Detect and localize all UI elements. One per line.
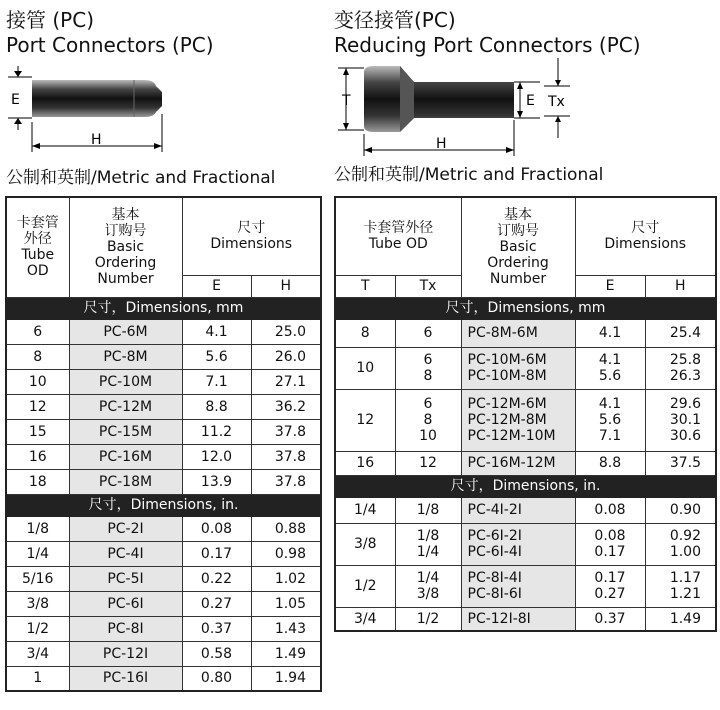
left-dim-e: E xyxy=(11,92,20,108)
right-dim-tx: Tx xyxy=(548,94,565,110)
right-subtitle xyxy=(334,160,603,185)
table-row: 3/8 1/8 1/4 PC-6I-2I PC-6I-4I 0.08 0.17 0.92 1.00 xyxy=(335,523,716,565)
port-connector-diagram xyxy=(4,66,194,156)
right-title-en: Reducing Port Connectors (PC) xyxy=(334,33,641,57)
left-subtitle-cn: 公制和英制 xyxy=(6,168,91,188)
table-row: 3/4 PC-12I 0.58 1.49 xyxy=(6,641,321,666)
left-dim-h: H xyxy=(91,132,102,148)
table-row: 16 12 PC-16M-12M 8.8 37.5 xyxy=(335,451,716,475)
left-title-pc: (PC) xyxy=(52,8,94,32)
right-table xyxy=(334,196,717,632)
right-title-cn: 变径接管 xyxy=(334,8,414,32)
table-row: 5/16 PC-5I 0.22 1.02 xyxy=(6,566,321,591)
right-dim-h: H xyxy=(436,136,447,152)
left-table xyxy=(5,196,322,692)
left-head-tube-od: 卡套管 外径 Tube OD xyxy=(6,197,69,297)
right-band-mm: 尺寸，Dimensions, mm xyxy=(335,297,716,319)
right-subtitle-en: /Metric and Fractional xyxy=(419,165,604,185)
table-row: 3/8 PC-6I 0.27 1.05 xyxy=(6,591,321,616)
right-dim-e: E xyxy=(526,93,535,109)
table-row: 1/4 PC-4I 0.17 0.98 xyxy=(6,541,321,566)
left-subtitle-en: /Metric and Fractional xyxy=(91,168,276,188)
right-head-basic: 基本 订购号 Basic Ordering Number xyxy=(461,197,575,297)
right-title-pc: (PC) xyxy=(414,8,456,32)
right-head-t: T xyxy=(335,275,395,297)
table-row: 18 PC-18M 13.9 37.8 xyxy=(6,469,321,494)
left-band-in: 尺寸，Dimensions, in. xyxy=(6,494,321,516)
table-row: 12 PC-12M 8.8 36.2 xyxy=(6,394,321,419)
table-row: 6 PC-6M 4.1 25.0 xyxy=(6,319,321,344)
left-title-en: Port Connectors (PC) xyxy=(6,33,214,57)
table-row: 1/4 1/8 PC-4I-2I 0.08 0.90 xyxy=(335,497,716,523)
left-title xyxy=(6,4,94,33)
table-row: 8 6 PC-8M-6M 4.1 25.4 xyxy=(335,319,716,347)
table-row: 1 PC-16I 0.80 1.94 xyxy=(6,666,321,691)
table-row: 10 6 8 PC-10M-6M PC-10M-8M 4.1 5.6 25.8 26.3 xyxy=(335,347,716,389)
left-head-dimensions: 尺寸 Dimensions xyxy=(182,197,321,275)
table-row: 1/2 PC-8I 0.37 1.43 xyxy=(6,616,321,641)
right-head-e: E xyxy=(575,275,645,297)
right-head-dimensions: 尺寸 Dimensions xyxy=(575,197,716,275)
table-row: 1/2 1/4 3/8 PC-8I-4I PC-8I-6I 0.17 0.27 1.17 1.21 xyxy=(335,565,716,607)
right-title xyxy=(334,4,456,33)
right-head-tx: Tx xyxy=(395,275,461,297)
left-head-h: H xyxy=(251,275,321,297)
right-dim-t: T xyxy=(342,93,351,109)
left-title-cn: 接管 xyxy=(6,8,46,32)
left-subtitle xyxy=(6,163,275,188)
left-band-mm: 尺寸，Dimensions, mm xyxy=(6,297,321,319)
right-band-in: 尺寸，Dimensions, in. xyxy=(335,475,716,497)
right-head-h: H xyxy=(645,275,716,297)
table-row: 3/4 1/2 PC-12I-8I 0.37 1.49 xyxy=(335,607,716,631)
table-row: 15 PC-15M 11.2 37.8 xyxy=(6,419,321,444)
right-subtitle-cn: 公制和英制 xyxy=(334,165,419,185)
left-head-e: E xyxy=(182,275,251,297)
right-head-tube-od: 卡套管外径 Tube OD xyxy=(335,197,461,275)
table-row: 10 PC-10M 7.1 27.1 xyxy=(6,369,321,394)
reducing-connector-diagram xyxy=(334,58,574,158)
table-row: 16 PC-16M 12.0 37.8 xyxy=(6,444,321,469)
table-row: 12 6 8 10 PC-12M-6M PC-12M-8M PC-12M-10M 4.1 5.6 7.1 29.6 30.1 30.6 xyxy=(335,389,716,451)
left-head-basic: 基本 订购号 Basic Ordering Number xyxy=(69,197,182,297)
table-row: 1/8 PC-2I 0.08 0.88 xyxy=(6,516,321,541)
table-row: 8 PC-8M 5.6 26.0 xyxy=(6,344,321,369)
